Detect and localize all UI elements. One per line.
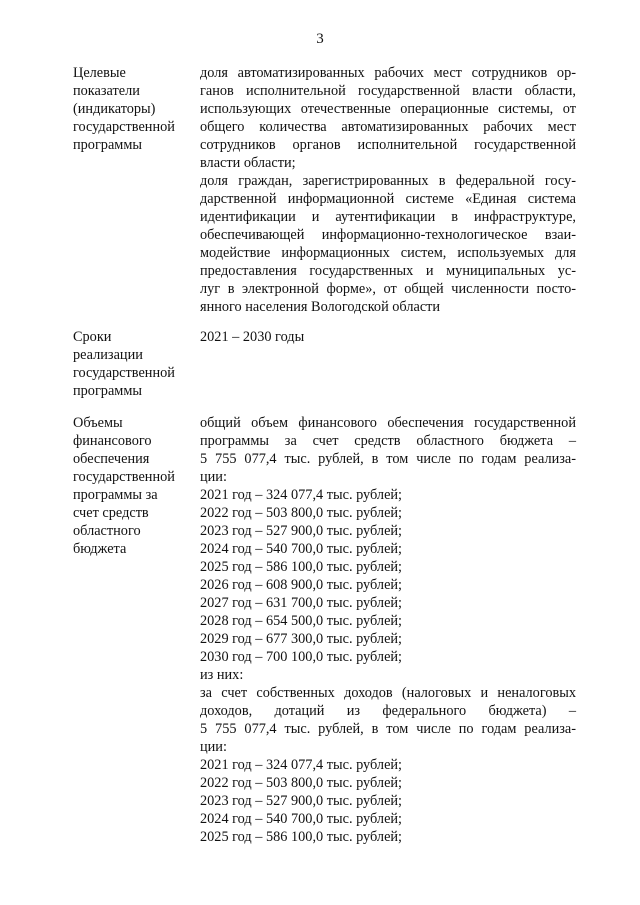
row-text-line: 5 755 077,4 тыс. рублей, в том числе по годам реализа- xyxy=(200,451,576,467)
year-amount-line: 2026 год – 608 900,0 тыс. рублей; xyxy=(200,577,403,593)
row-text-line: доходов, дотаций из федерального бюджета) – xyxy=(200,703,576,719)
year-amount-line: 2029 год – 677 300,0 тыс. рублей; xyxy=(200,631,403,647)
row-label-line: бюджета xyxy=(73,541,127,557)
row-label-line: обеспечения xyxy=(73,451,150,467)
row-text-line: общего количества автоматизированных рабочих мест xyxy=(200,119,576,135)
row-label-line: программы xyxy=(73,383,143,399)
row-text-line: сотрудников органов исполнительной государственной xyxy=(200,137,576,153)
row-text-line: 2021 – 2030 годы xyxy=(200,329,305,345)
year-amount-line: 2025 год – 586 100,0 тыс. рублей; xyxy=(200,829,403,845)
year-amount-line: 2025 год – 586 100,0 тыс. рублей; xyxy=(200,559,403,575)
row-label-line: Сроки xyxy=(73,329,112,345)
row-text-line: янного населения Вологодской области xyxy=(200,299,441,315)
row-text-line: ции: xyxy=(200,469,227,485)
page-number: 3 xyxy=(316,31,324,47)
year-amount-line: 2028 год – 654 500,0 тыс. рублей; xyxy=(200,613,403,629)
row-label-line: Объемы xyxy=(73,415,123,431)
row-label-line: показатели xyxy=(73,83,140,99)
row-text-line: ганов исполнительной государственной власти области, xyxy=(200,83,576,99)
row-text-line: доля автоматизированных рабочих мест сотрудников ор- xyxy=(200,65,576,81)
year-amount-line: 2024 год – 540 700,0 тыс. рублей; xyxy=(200,811,403,827)
row-text-line: доля граждан, зарегистрированных в федеральной госу- xyxy=(200,173,576,189)
row-label-line: государственной xyxy=(73,119,175,135)
row-text-line: из них: xyxy=(200,667,244,683)
row-text-line: программы за счет средств областного бюджета – xyxy=(200,433,576,449)
row-label-line: областного xyxy=(73,523,141,539)
year-amount-line: 2027 год – 631 700,0 тыс. рублей; xyxy=(200,595,403,611)
year-amount-line: 2021 год – 324 077,4 тыс. рублей; xyxy=(200,757,403,773)
year-amount-line: 2030 год – 700 100,0 тыс. рублей; xyxy=(200,649,403,665)
row-text-line: общий объем финансового обеспечения государственной xyxy=(200,415,576,431)
row-text-line: 5 755 077,4 тыс. рублей, в том числе по годам реализа- xyxy=(200,721,576,737)
row-text-line: предоставления государственных и муниципальных ус- xyxy=(200,263,576,279)
row-label-line: государственной xyxy=(73,469,175,485)
row-text-line: использующих отечественные операционные системы, от xyxy=(200,101,576,117)
row-label-line: (индикаторы) xyxy=(73,101,156,117)
row-text-line: обеспечивающей информационно-технологическое взаи- xyxy=(200,227,576,243)
year-amount-line: 2022 год – 503 800,0 тыс. рублей; xyxy=(200,505,403,521)
year-amount-line: 2022 год – 503 800,0 тыс. рублей; xyxy=(200,775,403,791)
row-label-line: программы за xyxy=(73,487,158,503)
row-label-line: счет средств xyxy=(73,505,149,521)
row-text-line: ции: xyxy=(200,739,227,755)
year-amount-line: 2023 год – 527 900,0 тыс. рублей; xyxy=(200,523,403,539)
row-text-line: дарственной информационной системе «Единая система xyxy=(200,191,576,207)
year-amount-line: 2021 год – 324 077,4 тыс. рублей; xyxy=(200,487,403,503)
year-amount-line: 2024 год – 540 700,0 тыс. рублей; xyxy=(200,541,403,557)
row-label-line: реализации xyxy=(73,347,143,363)
row-text-line: за счет собственных доходов (налоговых и неналоговых xyxy=(200,685,576,701)
year-amount-line: 2023 год – 527 900,0 тыс. рублей; xyxy=(200,793,403,809)
row-text-line: власти области; xyxy=(200,155,296,171)
row-text-line: луг в электронной форме», от общей численности посто- xyxy=(200,281,576,297)
row-label-line: Целевые xyxy=(73,65,126,81)
row-text-line: модействие информационных систем, используемых для xyxy=(200,245,576,261)
row-label-line: государственной xyxy=(73,365,175,381)
row-label-line: программы xyxy=(73,137,143,153)
row-text-line: идентификации и аутентификации в инфраструктуре, xyxy=(200,209,576,225)
row-label-line: финансового xyxy=(73,433,152,449)
